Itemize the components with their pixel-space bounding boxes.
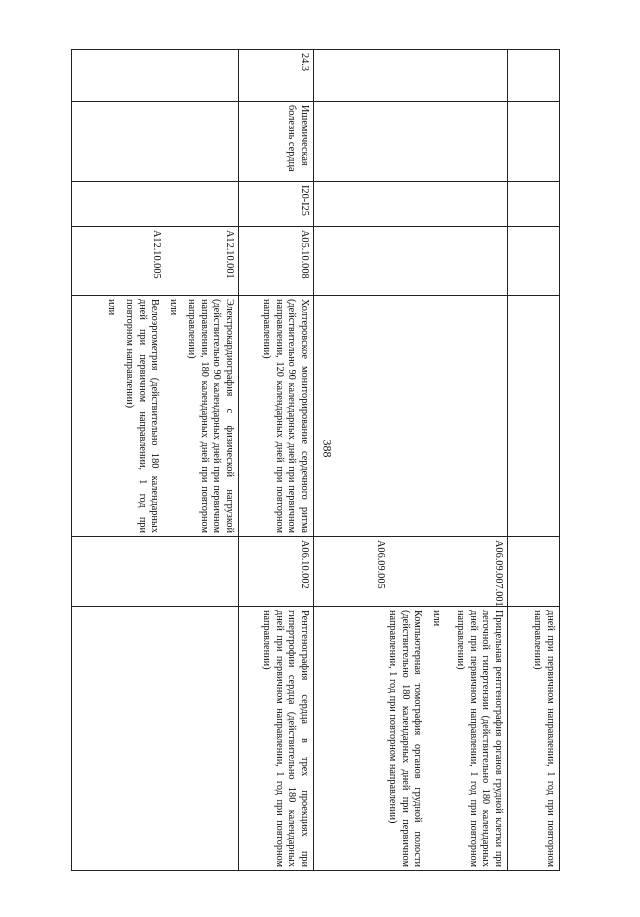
cell-empty: [72, 607, 239, 871]
icd-code: I20-I25: [239, 182, 314, 227]
page-number: 388: [320, 439, 335, 458]
cell-empty: [314, 296, 508, 537]
table-row: [72, 50, 239, 871]
cell-services: [314, 607, 508, 871]
cell-services: [72, 296, 239, 537]
cell-empty: [314, 50, 508, 102]
table-row: [314, 50, 508, 871]
service-description: Компьютерная томография органов грудной полости (действительно 180 календарных дней при первичном направлении, 1 год при повторном направлении): [387, 610, 424, 867]
service-code: A12.10.005: [151, 230, 163, 279]
or-label: или: [167, 299, 179, 316]
service-code: A12.10.001: [224, 230, 235, 279]
service-code: A06.09.005: [375, 540, 387, 589]
service-description: Прицельная рентгенография органов грудной клетки при легочной гипертензии (действительно 180 календарных дней при первичном направлении, 1 год при повторном направлении): [455, 610, 504, 867]
cell-empty: [508, 50, 560, 102]
disease-name: Ишемическая болезнь сердца: [239, 102, 314, 182]
rotated-table: [72, 49, 560, 870]
table-row: [508, 50, 560, 871]
cell-empty: [72, 537, 239, 607]
cell-empty: [72, 182, 239, 227]
cell-empty: [508, 296, 560, 537]
service-description: Холтеровское мониторирование сердечного ритма (действительно 90 календарных дней при первичном направлении, 120 календарных дней при повторном направлении): [239, 296, 314, 537]
cell-empty: [72, 50, 239, 102]
cell-empty: [508, 102, 560, 182]
referral-table: [71, 49, 560, 871]
service-description: Велоэргометрия (действительно 180 календарных дней при первичном направлении, 1 год при повторном направлении): [124, 299, 161, 533]
or-label: или: [105, 299, 117, 316]
cell-codes: [314, 537, 508, 607]
cell-empty: [314, 182, 508, 227]
cell-empty: [508, 227, 560, 296]
cell-empty: [314, 227, 508, 296]
cell-empty: [314, 102, 508, 182]
row-number: 24.3: [239, 50, 314, 102]
service-code: A05.10.008: [239, 227, 314, 296]
or-label: или: [430, 610, 442, 627]
cell-text: дней при первичном направлении, 1 год при повторном направлении): [508, 607, 560, 871]
cell-empty: [508, 182, 560, 227]
cell-empty: [508, 537, 560, 607]
service-description: Рентгенография сердца в трех проекциях при гипертрофии сердца (действительно 180 календарных дней при первичном направлении, 1 год при повторном направлении): [239, 607, 314, 871]
service-code: A06.09.007.001: [493, 540, 504, 607]
cell-codes: [72, 227, 239, 296]
cell-empty: [72, 102, 239, 182]
service-description: Электрокардиография с физической нагрузкой (действительно 90 календарных дней при первичном направлении, 180 календарных дней при повторном направлении): [186, 299, 235, 533]
service-code: A06.10.002: [239, 537, 314, 607]
table-row: [239, 50, 314, 871]
